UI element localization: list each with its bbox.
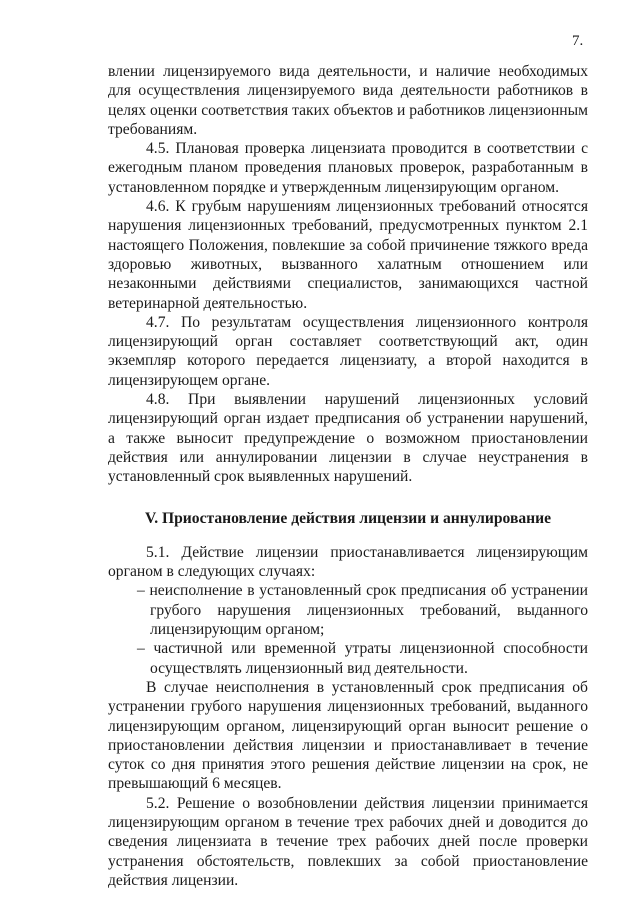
document-body bbox=[108, 62, 588, 890]
list-item-case-1: – неисполнение в установленный срок предписания об устранении грубого нарушения лицензионных требований, выданного лицензирующим органом; bbox=[137, 582, 588, 639]
paragraph-4-5: 4.5. Плановая проверка лицензиата проводится в соответствии с ежегодным планом проведения плановых проверок, разработанным в установленном порядке и утвержденным лицензирующим органом. bbox=[108, 140, 588, 196]
page-number: 7. bbox=[572, 33, 584, 49]
paragraph-5-1: 5.1. Действие лицензии приостанавливается лицензирующим органом в следующих случаях: bbox=[108, 543, 588, 581]
paragraph-4-8: 4.8. При выявлении нарушений лицензионных условий лицензирующий орган издает предписания об устранении нарушений, а также выносит предупреждение о возможном приостановлении действия или аннулировании лицензии в случае неустранения в установленный срок выявленных нарушений. bbox=[108, 391, 588, 486]
paragraph-continuation: влении лицензируемого вида деятельности, и наличие необходимых для осуществления лицензируемого вида деятельности работников в целях оценки соответствия таких объектов и работников лицензионным требованиям. bbox=[108, 63, 588, 138]
paragraph-suspension: В случае неисполнения в установленный срок предписания об устранении грубого нарушения лицензионных требований, выданного лицензирующим органом, лицензирующий орган выносит решение о приостановлении действия лицензии и приостанавливает в течение суток со дня принятия этого решения действие лицензии на срок, не превышающий 6 месяцев. bbox=[108, 678, 588, 793]
section-v-heading: V. Приостановление действия лицензии и аннулирование bbox=[144, 509, 552, 527]
paragraph-4-7: 4.7. По результатам осуществления лицензионного контроля лицензирующий орган составляет соответствующий акт, один экземпляр которого передается лицензиату, а второй находится в лицензирующем органе. bbox=[108, 313, 588, 389]
paragraph-5-2: 5.2. Решение о возобновлении действия лицензии принимается лицензирующим органом в течение трех рабочих дней и доводится до сведения лицензиата в течение трех рабочих дней после проверки устранения обстоятельств, повлекших за собой приостановление действия лицензии. bbox=[108, 794, 588, 889]
list-item-case-2: – частичной или временной утраты лицензионной способности осуществлять лицензионный вид деятельности. bbox=[137, 640, 588, 677]
paragraph-4-6: 4.6. К грубым нарушениям лицензионных требований относятся нарушения лицензионных требований, предусмотренных пунктом 2.1 настоящего Положения, повлекшие за собой причинение тяжкого вреда здоровью животных, вызванного халатным отношением или незаконными действиями специалистов, занимающихся частной ветеринарной деятельностью. bbox=[108, 198, 588, 312]
